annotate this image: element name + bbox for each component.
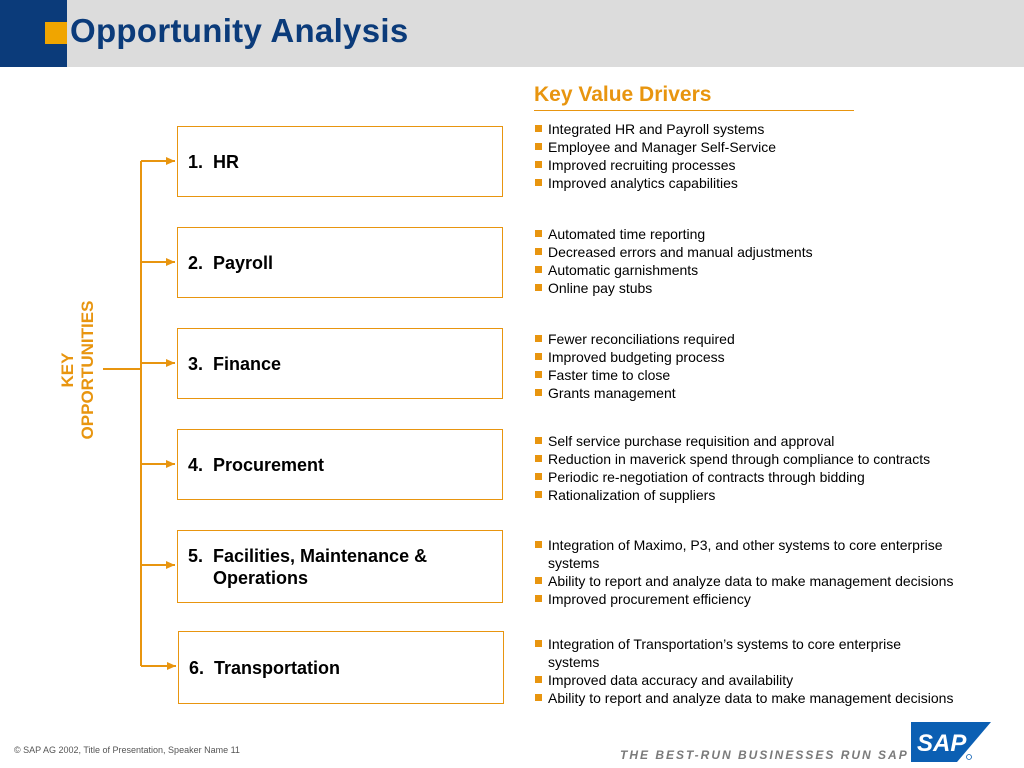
driver-item: Improved analytics capabilities (534, 174, 1014, 192)
opportunity-label: 6. Transportation (189, 657, 341, 678)
opportunity-label: 1. HR (188, 151, 240, 172)
driver-item: Improved data accuracy and availability (534, 671, 1014, 689)
driver-item: Improved procurement efficiency (534, 590, 1014, 608)
drivers-list-facilities (534, 536, 1014, 608)
opportunity-box-payroll (177, 227, 503, 298)
driver-item: Employee and Manager Self-Service (534, 138, 1014, 156)
driver-item: Improved recruiting processes (534, 156, 1014, 174)
side-label-line2: OPPORTUNITIES (78, 300, 97, 440)
opportunity-label: 2. Payroll (188, 252, 274, 273)
sap-logo (911, 722, 991, 762)
driver-item: Faster time to close (534, 366, 1014, 384)
page-title: Opportunity Analysis (70, 12, 409, 49)
opportunity-box-facilities (177, 530, 503, 603)
drivers-list-transportation (534, 635, 1014, 707)
driver-item: Integrated HR and Payroll systems (534, 120, 1014, 138)
side-label-line1: KEY (58, 352, 77, 388)
driver-item: Improved budgeting process (534, 348, 1014, 366)
driver-item: Automatic garnishments (534, 261, 1014, 279)
driver-item: Automated time reporting (534, 225, 1014, 243)
driver-item: Integration of Transportation’s systems to core enterprise systems (534, 635, 1014, 671)
footer-copyright: © SAP AG 2002, Title of Presentation, Speaker Name 11 (14, 745, 240, 755)
driver-item: Fewer reconciliations required (534, 330, 1014, 348)
driver-item: Reduction in maverick spend through compliance to contracts (534, 450, 1014, 468)
opportunity-box-procurement (177, 429, 503, 500)
opportunity-box-finance (177, 328, 503, 399)
driver-item: Decreased errors and manual adjustments (534, 243, 1014, 261)
driver-item: Ability to report and analyze data to make management decisions (534, 572, 1014, 590)
opportunity-label: 5. Facilities, Maintenance & Operations (188, 545, 428, 588)
driver-item: Online pay stubs (534, 279, 1014, 297)
opportunity-box-hr (177, 126, 503, 197)
key-value-drivers-heading: Key Value Drivers (534, 83, 712, 106)
opportunity-label: 4. Procurement (188, 454, 325, 475)
driver-item: Periodic re-negotiation of contracts through bidding (534, 468, 1014, 486)
opportunity-box-transportation (178, 631, 504, 704)
drivers-list-finance (534, 330, 1014, 402)
drivers-list-procurement (534, 432, 1014, 504)
opportunity-label: 3. Finance (188, 353, 282, 374)
sap-logo-text: SAP (917, 730, 967, 757)
driver-item: Integration of Maximo, P3, and other systems to core enterprise systems (534, 536, 1014, 572)
driver-item: Ability to report and analyze data to make management decisions (534, 689, 1014, 707)
driver-item: Rationalization of suppliers (534, 486, 1014, 504)
drivers-list-hr (534, 120, 1014, 192)
footer-tagline: THE BEST-RUN BUSINESSES RUN SAP (620, 748, 909, 762)
driver-item: Self service purchase requisition and approval (534, 432, 1014, 450)
driver-item: Grants management (534, 384, 1014, 402)
drivers-list-payroll (534, 225, 1014, 297)
